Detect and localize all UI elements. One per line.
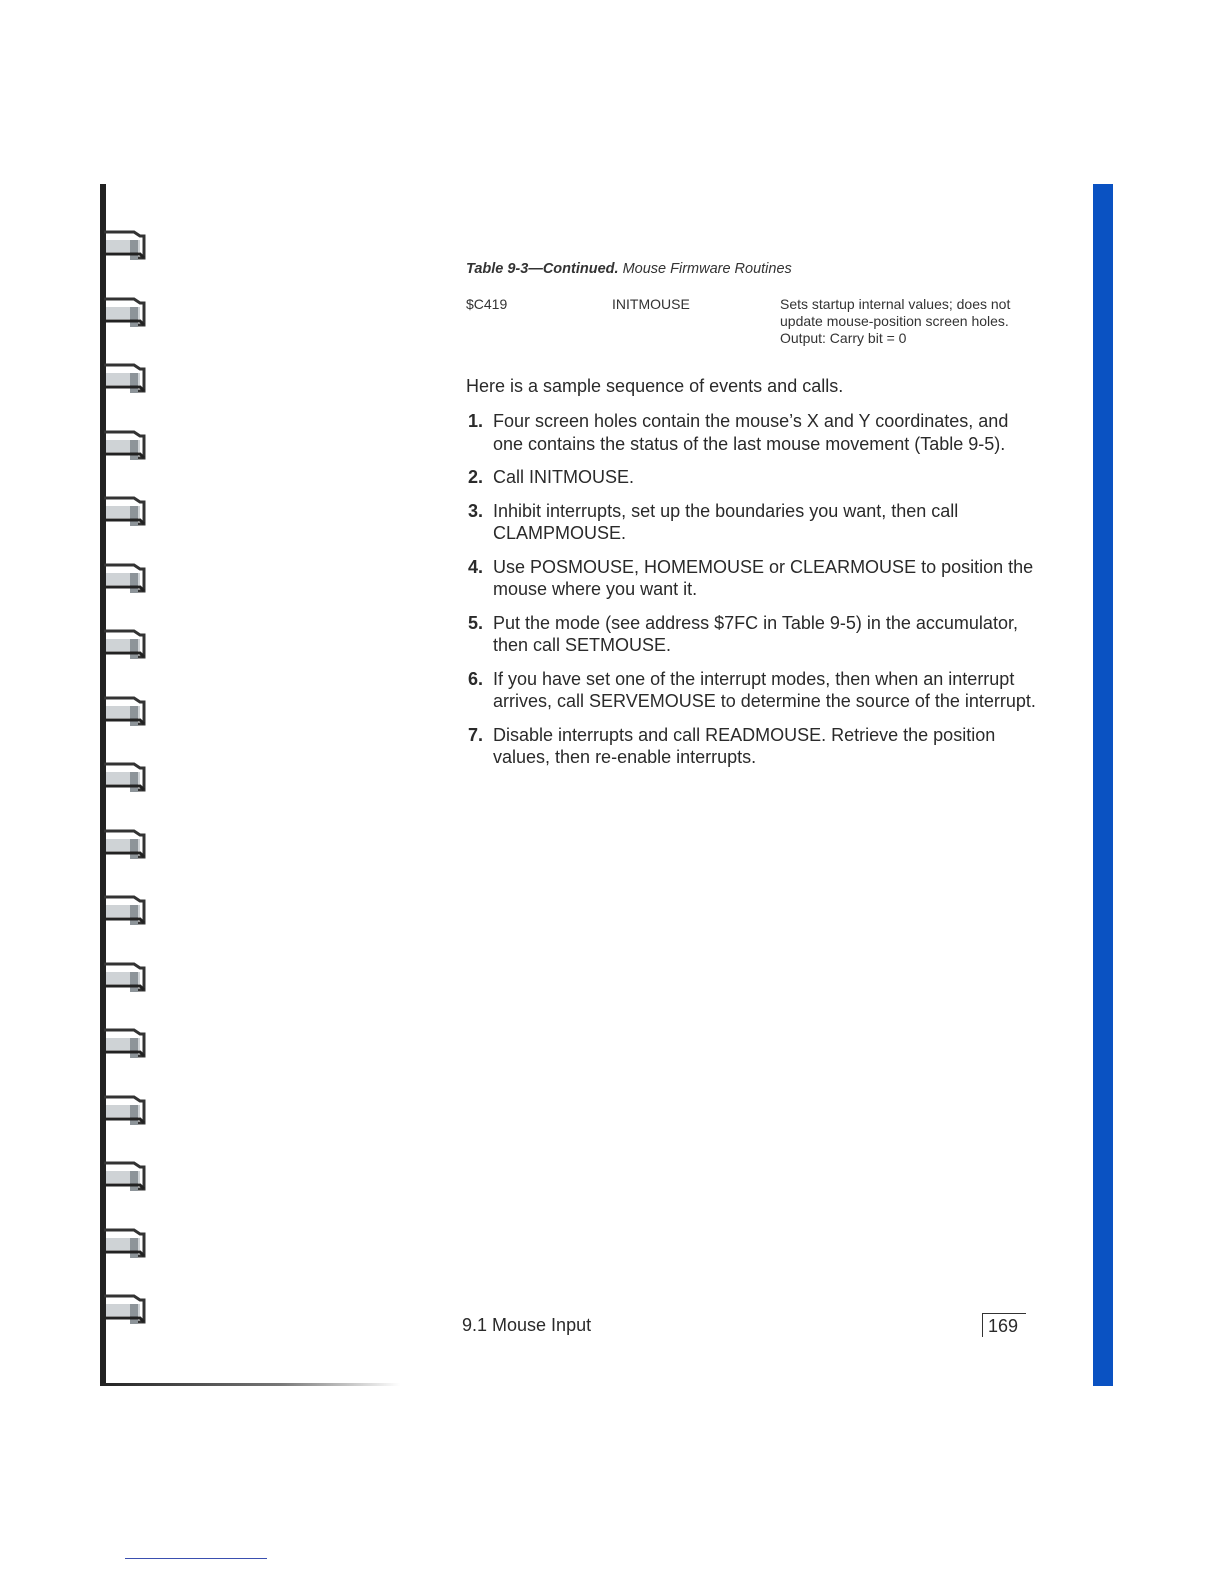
step-text: Put the mode (see address $7FC in Table 9-5) in the accumulator, then call SETMOUSE. (493, 612, 1018, 655)
intro-paragraph: Here is a sample sequence of events and calls. (466, 376, 844, 396)
binding-coil-icon (104, 893, 148, 933)
table-cell-routine: INITMOUSE (612, 296, 690, 312)
binding-coil-icon (104, 960, 148, 1000)
table-caption-title: Mouse Firmware Routines (622, 261, 792, 277)
description-output: Output: Carry bit = 0 (780, 330, 907, 346)
scan-artifact-line (125, 1558, 267, 1559)
binding-coil-icon (104, 627, 148, 667)
step-number: 4. (468, 556, 484, 577)
step-number: 6. (468, 668, 484, 689)
list-item (466, 668, 1036, 713)
list-item (466, 612, 1036, 657)
binding-coil-icon (104, 1093, 148, 1133)
list-item (466, 556, 1036, 601)
list-item (466, 466, 1036, 489)
binding-coil-icon (104, 1226, 148, 1266)
description-text: Sets startup internal values; does not update mouse-position screen holes. (780, 296, 1011, 329)
step-number: 2. (468, 467, 484, 487)
step-text: Four screen holes contain the mouse’s X and Y coordinates, and one contains the status of the last mouse movement (Table 9-5). (493, 411, 1009, 454)
binding-coil-icon (104, 361, 148, 401)
step-text: If you have set one of the interrupt modes, then when an interrupt arrives, call SERVEMOUSE to determine the source of the interrupt. (493, 668, 1036, 711)
binding-coil-icon (104, 295, 148, 335)
binding-coil-icon (104, 1292, 148, 1332)
table-caption-label: Table 9-3—Continued. (466, 261, 619, 277)
binding-coil-icon (104, 228, 148, 268)
chapter-tab (1093, 184, 1113, 1386)
binding-coil-icon (104, 694, 148, 734)
table-cell-address: $C419 (466, 296, 508, 312)
table-cell-description (780, 296, 1030, 347)
step-text: Use POSMOUSE, HOMEMOUSE or CLEARMOUSE to position the mouse where you want it. (493, 556, 1034, 599)
list-item (466, 500, 1036, 545)
page-bottom-edge (100, 1383, 400, 1386)
page-number: 169 (982, 1313, 1026, 1337)
book-page (100, 184, 1113, 1386)
binding-coil-icon (104, 760, 148, 800)
step-text: Call INITMOUSE. (493, 467, 635, 487)
list-item (466, 410, 1036, 455)
binding-coil-icon (104, 428, 148, 468)
step-number: 7. (468, 724, 484, 745)
step-text: Disable interrupts and call READMOUSE. Retrieve the position values, then re-enable interrupts. (493, 724, 996, 767)
binding-coil-icon (104, 827, 148, 867)
step-number: 1. (468, 411, 484, 431)
list-item (466, 724, 1036, 769)
binding-coil-icon (104, 1159, 148, 1199)
step-text: Inhibit interrupts, set up the boundaries you want, then call CLAMPMOUSE. (493, 500, 959, 543)
binding-coil-icon (104, 494, 148, 534)
binding-coil-icon (104, 1026, 148, 1066)
section-footer: 9.1 Mouse Input (462, 1315, 592, 1335)
binding-coil-icon (104, 561, 148, 601)
step-number: 5. (468, 612, 484, 633)
steps-list (466, 410, 1036, 780)
table-caption (466, 261, 792, 277)
step-number: 3. (468, 500, 484, 521)
